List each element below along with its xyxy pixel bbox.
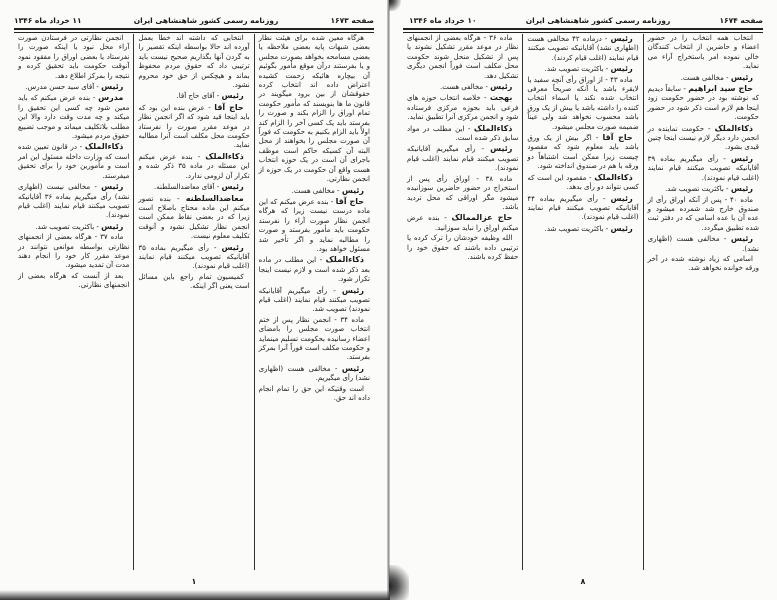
paragraph-text: - رأی میگیریم بماده ۳۹ آقایانیکه تصویب میکنند قیام نمایند (اغلب قیام نمودند). <box>647 154 759 182</box>
speaker-name: رئیس <box>610 193 633 203</box>
speaker-name: رئیس <box>730 153 753 163</box>
speaker-name: رئیس <box>101 182 124 192</box>
speaker-name: حاج آقا <box>335 196 364 206</box>
paragraph <box>18 142 129 181</box>
paragraph-text: - آقای معاضدالسلطنه. <box>154 183 220 192</box>
speaker-name: رئیس <box>610 34 633 43</box>
paragraph <box>259 197 370 254</box>
paragraph <box>18 93 129 141</box>
newspaper-title: روزنامه رسمی کشور شاهنشاهی ایران <box>525 15 671 25</box>
speaker-name: رئیس <box>221 91 244 101</box>
paragraph-text: - بنده عرض میکنم که این ماده درست نیست زیرا که هرگاه انجمن نظار صورت آراء را نفرستد حکومت باید مأمور بفرستد و صورت را مطالبه نماید و اگر تأخیر شد مسئول خواهد بود. <box>258 197 370 253</box>
paragraph <box>138 194 249 242</box>
speaker-name: رئیس <box>101 82 124 92</box>
paragraph <box>648 234 759 254</box>
paragraph <box>259 316 370 363</box>
paragraph-text: ماده ۴۳ - از اوراق رأی آنچه سفید یا لایقرء باشد یا آنکه صریحاً معرفی انتخاب شده نکند یا اسماء انتخاب کننده را داشته باشد یا بیش از یک ورق باشد محسوب نخواهد شد ولی عیناً ضمیمه صورت مجلس میشود. <box>527 75 639 131</box>
paragraph <box>138 34 249 90</box>
paragraph-text: - بنده عرض میکنم که باید معین شود چه کسی این تحقیق را میکند و چه مدت وقت دارد والا این مطلب بلاتکلیف میماند و موجب تضییع حقوق مردم میشود. <box>18 94 130 141</box>
speaker-name: ذکاءالملک <box>594 172 633 182</box>
page-number: صفحه ۱۶۷۳ <box>330 15 374 25</box>
paragraph <box>527 76 638 132</box>
paragraph <box>138 182 249 192</box>
page-header <box>14 13 374 27</box>
text-column <box>643 34 763 570</box>
paragraph-text: ماده ۳۶ - هرگاه بعضی از انجمنهای نظار در موعد مقرر تشکیل نشوند یا پس از تشکیل منحل شوند حکومت محل مکلف است فوراً انجمن دیگری تشکیل دهد. <box>407 34 519 80</box>
header-rule <box>14 28 374 33</box>
paragraph <box>259 364 370 384</box>
paragraph-text: - مخالفی هست (اظهاری نشد) رأی میگیریم. <box>258 364 370 383</box>
speaker-name: ذکاءالملک <box>473 123 513 133</box>
speaker-name: رئیس <box>341 285 364 295</box>
paragraph-text: - در قانون تعیین شده است که وزارت داخله مسئول این امر است و مأمورین خود را برای تحقیق میفرستد. <box>18 143 130 180</box>
speaker-name: رئیس <box>341 363 364 373</box>
paragraph-text: - سابقاً دیدیم که نوشته بود در حضور حکومت زود اینجا هم لازم است ذکر شود در حضور حکومت. <box>647 85 759 122</box>
speaker-name: بهجت <box>489 93 513 103</box>
paragraph-text: هرگاه معین شده برای هیئت نظار بعضی شبهات پایه بعضی ملاحظه یا بعضی مسامحه بخواهد بصورت مجلس و یا بفرستند درآن موقع مأمور بگوئیم آن بیچاره هائیکه زحمت کشیده اعتراض داده اند انتخاب کرده حقوقشان از بین برود میگویند در قانون ما ها بنویسند که مأمور حکومت تمام اوراق را الزام بکند و صورت را بفرستد باید یک کسی آخر را الزام کند اولاً باید الزام بکنیم به حکومت که فوراً آن صورت مجلس را بخواهند از محل البته آن کسیکه حاکم است موظف باجرای آن است در یک حوزه انتخاب هست واقع آن حکومت در یک حوزه از انجمن نظارتی. <box>258 34 370 184</box>
paragraph <box>138 243 249 272</box>
page-left <box>0 0 388 600</box>
speaker-name: رئیس <box>221 182 244 192</box>
paragraph-text: - رأی میگیریم آقایانیکه تصویب میکنند قیام نمایند (اغلب قیام نمودند). <box>407 145 519 173</box>
paragraph <box>259 385 370 404</box>
paragraph <box>138 103 249 151</box>
paragraph <box>648 184 759 194</box>
paragraph <box>259 34 370 185</box>
paragraph <box>648 255 759 274</box>
paragraph <box>138 152 249 181</box>
paragraph <box>407 82 518 92</box>
speaker-name: رئیس <box>490 144 513 154</box>
speaker-name: رئیس <box>730 72 753 82</box>
text-column <box>403 34 522 570</box>
speaker-name: رئیس <box>610 223 633 233</box>
paragraph-text: ماده ۳۴ - انجمن نظار پس از ختم انتخاب صورت مجلس را بامضای اعضاء رسانیده بحکومت تسلیم مینماید و حکومت مکلف است فوراً آنرا بمرکز بفرستد. <box>258 315 370 362</box>
paragraph-text: - حکومت نماینده در انجمن دارد دیگر لازم نیست اینجا چنین قیدی بشود. <box>647 124 759 152</box>
paragraph <box>407 234 518 262</box>
issue-date: ۱۱ خرداد ماه ۱۳۴۶ <box>14 15 82 25</box>
paragraph-text: - این مطلب در ماده بعد ذکر شده است و لازم نیست اینجا تکرار شود. <box>258 256 370 284</box>
text-columns <box>403 34 763 570</box>
paragraph <box>138 273 249 292</box>
paragraph-text: ماده ۳۸ - اوراق رأی پس از استخراج در حضور حاضرین سوزانیده میشود مگر اوراقی که محل تردید باشد. <box>407 174 519 211</box>
paragraph <box>18 34 129 81</box>
page-footer-number: ۱ <box>191 577 197 586</box>
paragraph-text: است وقتیکه این حق را تمام انجام داده اند حق. <box>258 384 370 403</box>
paragraph-text: - مخالفی هست. <box>440 83 488 92</box>
header-rule <box>403 28 763 33</box>
text-column <box>254 34 374 570</box>
paragraph-text: - باکثریت تصویب شد. <box>35 222 99 231</box>
speaker-name: ذکاءالملک <box>714 123 753 133</box>
paragraph <box>18 182 129 221</box>
paragraph-text: - رأی میگیریم آقایانیکه تصویب میکنند قیام نمایند (اغلب قیام نمودند) تصویب شد. <box>258 286 370 314</box>
paragraph <box>527 34 638 63</box>
text-column <box>133 34 253 570</box>
text-columns <box>14 34 374 570</box>
speaker-name: رئیس <box>221 242 244 252</box>
paragraph <box>407 213 518 233</box>
paragraph-text: انجمن نظارتی در فرستادن صورت آراء محل نبود یا اینکه صورت را نفرستاد یا بعضی اوراق را مفقود نمود آنوقت حکومت باید تحقیق کرده و نتیجه را بمرکز اطلاع دهد. <box>18 34 130 80</box>
page-number: صفحه ۱۶۷۴ <box>719 15 763 25</box>
paragraph <box>648 124 759 153</box>
scan-shadow <box>0 590 390 600</box>
paragraph-text: - بنده تصور میکنم این ماده محتاج باصلاح است زیرا که در بعضی نقاط ممکن است انجمن نظار تشکیل نشود و آنوقت تکلیف معلوم نیست. <box>138 194 250 241</box>
paragraph <box>18 233 129 271</box>
paragraph-text: - رأی میگیریم بماده ۳۵ آقایانیکه تصویب میکنند قیام نمایند (اغلب قیام نمودند). <box>138 243 250 271</box>
paragraph <box>407 175 518 213</box>
paragraph-text: کمیسیون تمام راجع باین مسائل است یعنی اگر اینکه. <box>138 272 250 291</box>
paragraph-text: - درماده ۴۲ مخالفی هست (اظهاری نشد) آقایانیکه تصویب میکنند قیام نمایند (اغلب قیام کردند). <box>527 35 639 62</box>
speaker-name: رئیس <box>490 82 513 92</box>
paragraph-text: - رأی میگیریم بماده ۴۴ آقایانیکه تصویب میکنند قیام نمایند (اغلب قیام نمودند). <box>527 194 639 222</box>
text-column <box>522 34 642 570</box>
paragraph <box>259 186 370 196</box>
paragraph-text: ماده ۳۷ - هرگاه بعضی از انجمنهای نظارتی بواسطه موانعی نتوانند در موعد مقرر کار خود را انجام دهند مدت آن تمدید میشود. <box>18 233 130 270</box>
speaker-name: ذکاءالملک <box>84 142 124 152</box>
issue-date: ۱۰ خرداد ماه ۱۳۴۶ <box>409 15 477 25</box>
paragraph-text: - باکثریت تصویب شد. <box>664 185 729 194</box>
page-right <box>389 0 777 600</box>
paragraph-text: - مخالفی هست. <box>680 73 729 82</box>
page-header <box>409 13 763 27</box>
paragraph-text: - عرض بنده این بود که باید اینجا قید شود که اگر انجمن نظار در موعد مقرر صورت را نفرستاد حکومت محل مکلف است آنرا مطالبه نماید. <box>138 103 250 150</box>
speaker-name: رئیس <box>101 221 124 231</box>
paragraph-text: - مقصود این است که کسی نتواند دو رأی بدهد. <box>527 173 639 192</box>
paragraph-text: - بنده عرض میکنم این مسئله در ماده ۳۵ ذکر شده و تکرار آن لزومی ندارد. <box>138 152 250 180</box>
paragraph <box>527 64 638 74</box>
speaker-name: حاج سید ابراهیم <box>688 84 753 94</box>
paragraph <box>527 133 638 172</box>
speaker-name: ذکاءالملک <box>205 151 244 161</box>
scan-shadow <box>389 0 401 11</box>
paragraph-text: - مخالفی هست (اظهاری نشد). <box>647 235 759 253</box>
text-column <box>14 34 133 570</box>
paragraph <box>407 93 518 122</box>
paragraph <box>407 34 518 81</box>
paragraph-text: - بنده عرض میکنم اوراق را نباید سوزانید. <box>407 214 519 232</box>
paragraph <box>259 255 370 284</box>
paragraph-text: - باکثریت تصویب شد. <box>544 65 609 74</box>
paragraph <box>18 222 129 232</box>
speaker-name: معاضدالسلطنه <box>185 193 244 203</box>
paragraph-text: انتخاب همه انتخاب را در حضور اعضاء و حاضرین از انتخاب کنندگان خالی نموده امر باستخراج آراء می نماید. <box>647 34 759 71</box>
speaker-name: رئیس <box>341 185 364 195</box>
speaker-name: حاج آقا <box>214 102 244 112</box>
paragraph-text: ماده ۴۰ - پس از آنکه اوراق رأی از صندوق خارج شد شمرده میشود و عده آن با عده اسامی که در دفتر ثبت شده تطبیق میگردد. <box>647 195 759 232</box>
paragraph-text: - اگر بیش از یک ورق باشد باید معلوم شود که مقصود چیست زیرا ممکن است اشتباهاً دو ورقه با هم در صندوق انداخته شود. <box>527 134 639 171</box>
paragraph-text: - آقای سید حسن مدرس. <box>25 83 99 92</box>
paragraph <box>648 84 759 123</box>
book-spine <box>387 0 390 600</box>
paragraph-text: - باکثریت تصویب شد. <box>544 224 609 233</box>
speaker-name: حاج آقا <box>602 133 633 143</box>
paragraph-text: - مخالفی هست. <box>291 186 340 195</box>
paragraph <box>407 124 518 144</box>
paragraph-text: انتخابی که داشته اند خطاً بعمل آورده اند حالا بواسطه اینکه تقصیر را به گردن آنها بگذاریم صحیح نیست باید ترتیبی داد که حقوق مردم محفوظ بماند و هیچکس از حق خود محروم نشود. <box>138 34 250 90</box>
paragraph-text: - خلاصه انتخاب حوزه های فرعی باید بحوزه مرکزی فرستاده شود و انجمن مرکزی آنرا تطبیق نماید. <box>407 94 519 122</box>
paragraph-text: اسامی که زیاد نوشته شده در آخر ورقه خوانده نخواهد شد. <box>647 254 759 273</box>
paragraph <box>18 272 129 291</box>
paragraph <box>527 194 638 223</box>
paragraph <box>259 286 370 315</box>
paragraph <box>648 196 759 234</box>
paragraph <box>648 34 759 72</box>
paragraph-text: الله وظیفه خودشان را ترک کرده یا ترتیبی داده باشند که حقوق خود را حفظ کرده باشند. <box>407 234 519 261</box>
paragraph <box>138 91 249 101</box>
paragraph-text: - این مطلب در مواد سابق ذکر شده است. <box>407 124 519 143</box>
speaker-name: رئیس <box>730 184 753 194</box>
paragraph-text: بعد از آنست که هرگاه بعضی از انجمنهای نظارتی. <box>18 271 130 290</box>
paragraph <box>18 82 129 92</box>
paragraph <box>527 173 638 193</box>
paragraph <box>648 154 759 183</box>
speaker-name: رئیس <box>610 64 633 74</box>
paragraph-text: - مخالفی نیست (اظهاری نشد) رأی میگیریم بماده ۳۶ آقایانیکه تصویب میکنند قیام نمایند (اغلب قیام نمودند). <box>18 183 130 220</box>
paragraph-text: - آقای حاج آقا. <box>176 92 220 101</box>
newspaper-title: روزنامه رسمی کشور شاهنشاهی ایران <box>133 15 279 25</box>
speaker-name: حاج عزالممالک <box>451 213 513 223</box>
paragraph <box>527 224 638 234</box>
paragraph <box>407 144 518 173</box>
speaker-name: مدرس <box>98 93 124 103</box>
speaker-name: ذکاءالملک <box>325 255 364 265</box>
paragraph <box>648 73 759 83</box>
page-footer-number: ۸ <box>580 577 586 586</box>
scan-shadow <box>389 565 409 600</box>
speaker-name: رئیس <box>730 234 753 244</box>
